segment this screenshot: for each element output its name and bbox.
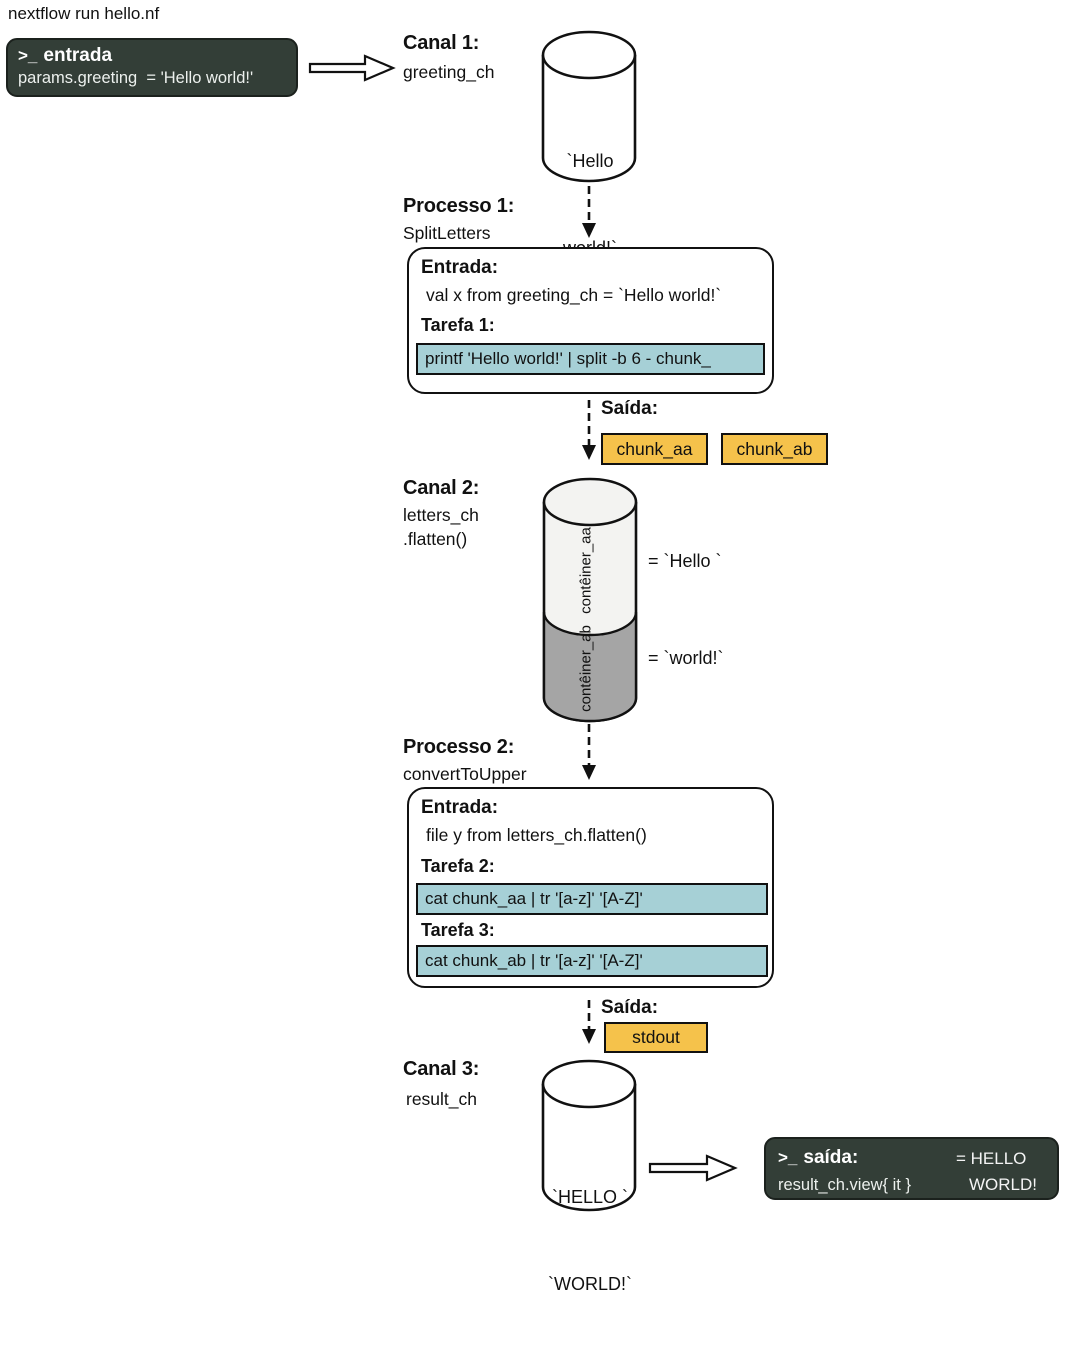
input-terminal-title: entrada	[43, 45, 113, 66]
container-aa-value: = `Hello `	[648, 551, 722, 571]
terminal-prompt-icon: >_	[778, 1148, 798, 1167]
terminal-prompt-icon: >_	[18, 46, 38, 65]
saida2-label: Saída:	[601, 997, 659, 1018]
container-ab-value: = `world!`	[648, 648, 724, 668]
processo2-label: Processo 2:	[403, 736, 515, 758]
processo1-label: Processo 1:	[403, 195, 515, 217]
right-arrow-icon	[648, 1153, 738, 1183]
processo2-tarefa2-command: cat chunk_aa | tr '[a-z]' '[A-Z]'	[416, 883, 768, 915]
processo2-name: convertToUpper	[403, 764, 527, 784]
output-result-line1: = HELLO	[956, 1149, 1027, 1168]
processo1-tarefa1-label: Tarefa 1:	[421, 315, 495, 335]
input-terminal-header	[18, 45, 286, 67]
canal3-value-line2: `WORLD!`	[548, 1274, 632, 1294]
down-dashed-arrow-icon	[579, 723, 599, 781]
down-dashed-arrow-icon	[579, 999, 599, 1045]
processo2-box	[407, 787, 774, 988]
right-arrow-icon	[308, 53, 396, 83]
output-terminal-title: saída:	[803, 1147, 859, 1168]
canal3-value-line1: `HELLO `	[551, 1187, 629, 1207]
down-dashed-arrow-icon	[579, 399, 599, 461]
processo1-tarefa1-command: printf 'Hello world!' | split -b 6 - chunk_	[416, 343, 765, 375]
input-terminal	[6, 38, 298, 97]
output-terminal	[764, 1137, 1059, 1200]
canal2-name: letters_ch	[403, 505, 479, 525]
stdout-box: stdout	[604, 1022, 708, 1053]
saida1-label: Saída:	[601, 398, 659, 419]
processo2-tarefa3-command: cat chunk_ab | tr '[a-z]' '[A-Z]'	[416, 945, 768, 977]
canal2-label: Canal 2:	[403, 477, 480, 499]
input-terminal-code: params.greeting = 'Hello world!'	[18, 69, 254, 87]
processo2-entrada-value: file y from letters_ch.flatten()	[426, 825, 647, 845]
canal3-value	[544, 1125, 636, 1357]
canal2-operator: .flatten()	[403, 529, 468, 549]
output-terminal-header	[778, 1147, 858, 1169]
container-ab-label: contêiner_ab	[577, 625, 595, 712]
processo1-entrada-value: val x from greeting_ch = `Hello world!`	[426, 285, 722, 305]
processo2-tarefa3-label: Tarefa 3:	[421, 920, 495, 940]
processo2-tarefa2-label: Tarefa 2:	[421, 856, 495, 876]
output-terminal-code: result_ch.view{ it }	[778, 1176, 911, 1194]
processo1-name: SplitLetters	[403, 223, 491, 243]
output-result-line2: WORLD!	[969, 1175, 1037, 1194]
processo1-box	[407, 247, 774, 394]
processo1-entrada-label: Entrada:	[421, 257, 499, 278]
canal1-value-line1: `Hello	[566, 151, 614, 171]
chunk-aa-box: chunk_aa	[601, 433, 708, 465]
chunk-ab-box: chunk_ab	[721, 433, 828, 465]
processo2-entrada-label: Entrada:	[421, 797, 499, 818]
canal3-name: result_ch	[406, 1089, 478, 1109]
down-dashed-arrow-icon	[579, 185, 599, 239]
container-aa-label: contêiner_aa	[577, 527, 595, 614]
canal3-label: Canal 3:	[403, 1058, 480, 1080]
canal1-label: Canal 1:	[403, 32, 480, 54]
canal1-name: greeting_ch	[403, 62, 495, 82]
command-title: nextflow run hello.nf	[8, 4, 160, 23]
